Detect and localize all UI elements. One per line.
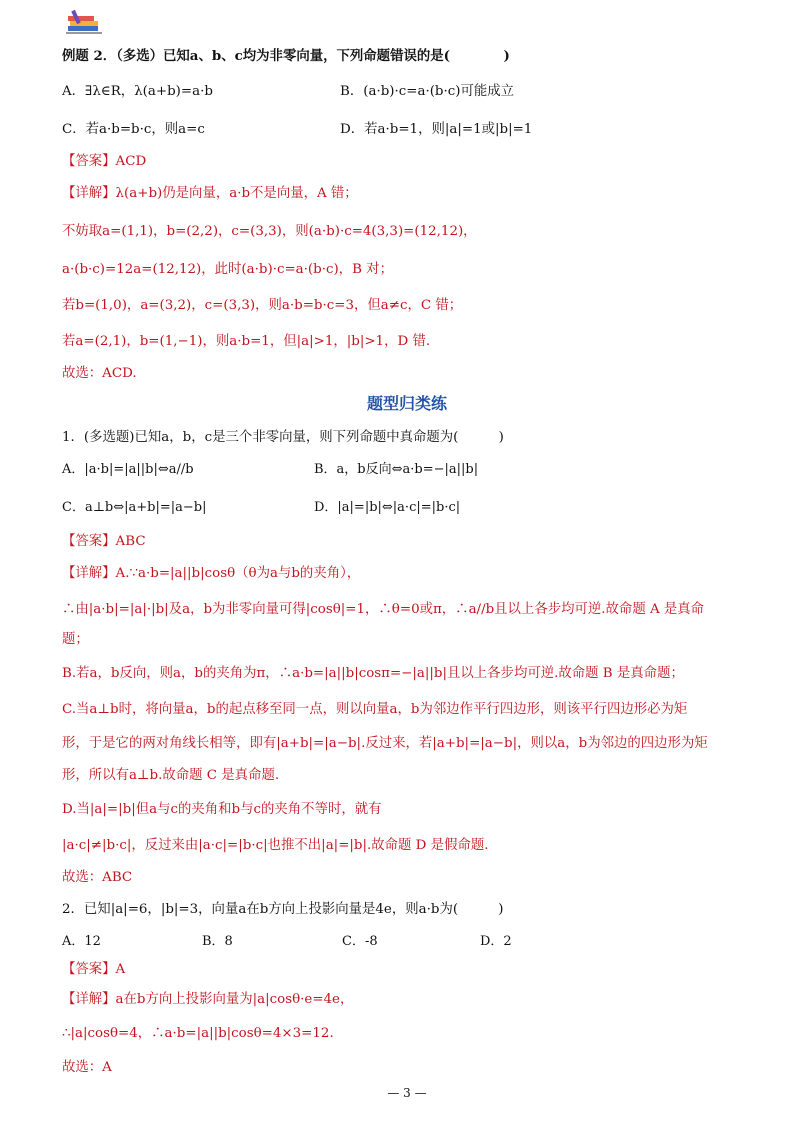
q1-detail-line: |a·c|≠|b·c|，反过来由|a·c|=|b·c|也推不出|a|=|b|.故命题 D 是假命题. <box>62 838 489 853</box>
q1-detail-line: D.当|a|=|b|但a与c的夹角和b与c的夹角不等时，就有 <box>62 802 382 817</box>
q1-option-c: C．a⊥b⇔|a+b|=|a−b| <box>62 500 207 515</box>
q1-detail-line: 【详解】A.∵a·b=|a||b|cosθ（θ为a与b的夹角）， <box>62 566 361 581</box>
example-option-c: C．若a·b=b·c，则a=c <box>62 122 205 137</box>
example-answer: 【答案】ACD <box>62 154 147 169</box>
page-number: — 3 — <box>387 1086 427 1100</box>
books-pencil-logo-icon <box>64 8 106 36</box>
q1-detail-line: 形，于是它的两对角线长相等，即有|a+b|=|a−b|.反过来，若|a+b|=|a−b|，则以a，b为邻边的四边形为矩 <box>62 736 708 751</box>
q2-answer: 【答案】A <box>62 962 126 977</box>
q2-question: 2．已知|a|=6，|b|=3，向量a在b方向上投影向量是4e，则a·b为( ) <box>62 902 504 917</box>
example-option-a: A．∃λ∈R，λ(a+b)=a·b <box>62 84 213 99</box>
q1-question: 1．(多选题)已知a，b，c是三个非零向量，则下列命题中真命题为( ) <box>62 430 504 445</box>
example-detail-line: a·(b·c)=12a=(12,12)，此时(a·b)·c=a·(b·c)，B 对； <box>62 262 393 277</box>
example-detail-line: 【详解】λ(a+b)仍是向量，a·b不是向量，A 错； <box>62 186 358 201</box>
example-detail-line: 若b=(1,0)，a=(3,2)，c=(3,3)，则a·b=b·c=3，但a≠c，C 错； <box>62 298 463 313</box>
q1-answer: 【答案】ABC <box>62 534 146 549</box>
section-title: 题型归类练 <box>366 394 447 413</box>
q2-option-d: D．2 <box>480 934 512 949</box>
document-page <box>62 0 752 1122</box>
q1-option-a: A．|a·b|=|a||b|⇔a//b <box>62 462 194 477</box>
q1-option-d: D．|a|=|b|⇔|a·c|=|b·c| <box>314 500 461 515</box>
example-question: 例题 2．（多选）已知a、b、c均为非零向量，下列命题错误的是( ) <box>62 48 510 64</box>
q1-choice: 故选：ABC <box>62 870 133 885</box>
q1-detail-line: 题； <box>62 632 89 647</box>
example-detail-line: 若a=(2,1)，b=(1,−1)，则a·b=1，但|a|>1，|b|>1，D 错. <box>62 334 431 349</box>
example-option-d: D．若a·b=1，则|a|=1或|b|=1 <box>340 122 533 137</box>
q2-detail-line: ∴|a|cosθ=4，∴a·b=|a||b|cosθ=4×3=12. <box>62 1026 334 1041</box>
q1-detail-line: ∴由|a·b|=|a|·|b|及a，b为非零向量可得|cosθ|=1，∴θ=0或π，∴a//b且以上各步均可逆.故命题 A 是真命 <box>62 602 705 617</box>
q2-option-b: B．8 <box>202 934 233 949</box>
q1-detail-line: B.若a，b反向，则a，b的夹角为π，∴a·b=|a||b|cosπ=−|a||b|且以上各步均可逆.故命题 B 是真命题； <box>62 666 684 681</box>
q2-choice: 故选：A <box>62 1060 112 1075</box>
example-option-b: B．(a·b)·c=a·(b·c)可能成立 <box>340 84 515 99</box>
q1-detail-line: 形，所以有a⊥b.故命题 C 是真命题. <box>62 768 280 783</box>
example-detail-line: 不妨取a=(1,1)，b=(2,2)，c=(3,3)，则(a·b)·c=4(3,3)=(12,12)， <box>62 224 477 239</box>
q1-detail-line: C.当a⊥b时，将向量a，b的起点移至同一点，则以向量a，b为邻边作平行四边形，则该平行四边形必为矩 <box>62 702 688 717</box>
q2-option-c: C．-8 <box>342 934 378 949</box>
q2-option-a: A．12 <box>62 934 101 949</box>
q2-detail-line: 【详解】a在b方向上投影向量为|a|cosθ·e=4e， <box>62 992 354 1007</box>
q1-option-b: B．a，b反向⇔a·b=−|a||b| <box>314 462 479 477</box>
example-choice: 故选：ACD. <box>62 366 137 381</box>
